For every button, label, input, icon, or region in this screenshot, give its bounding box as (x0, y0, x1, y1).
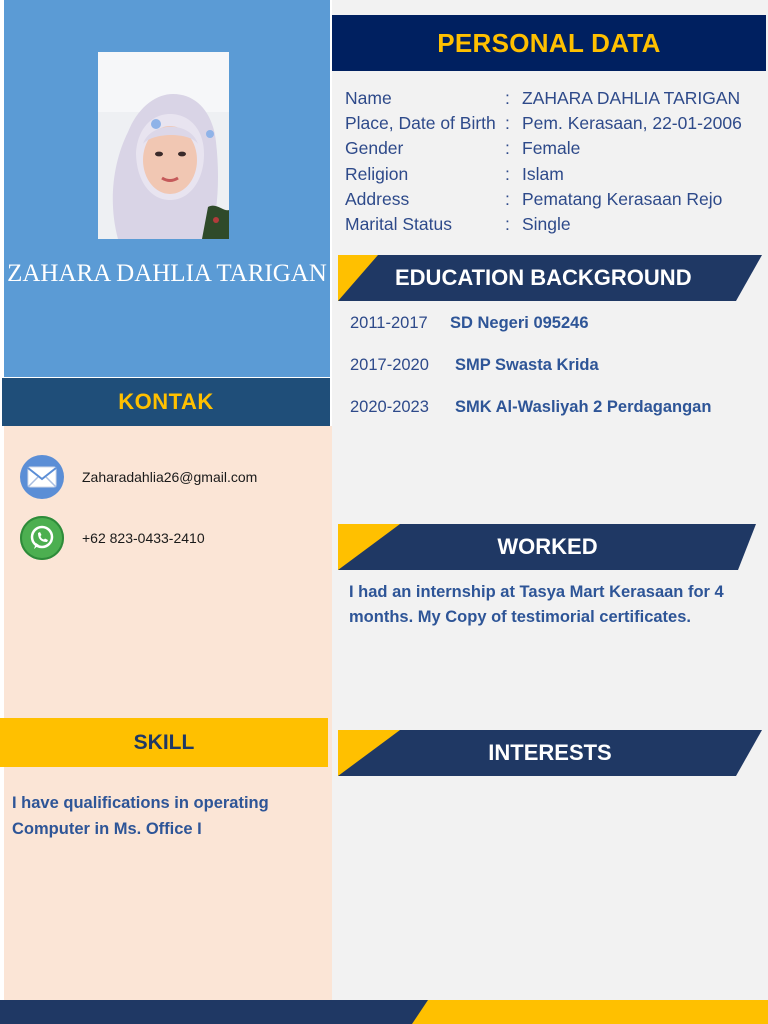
personal-label: Gender (345, 138, 404, 159)
education-header (338, 255, 762, 301)
personal-data-header (332, 15, 766, 71)
skill-header (0, 718, 328, 767)
personal-row-gender: Gender : Female (345, 136, 742, 161)
phone-row (20, 516, 205, 560)
full-name: ZAHARA DAHLIA TARIGAN (7, 260, 327, 287)
worked-title: WORKED (497, 534, 598, 559)
education-title: EDUCATION BACKGROUND (395, 265, 692, 290)
skill-description: I have qualifications in operating Computer in Ms. Office I (12, 794, 269, 838)
personal-label: Marital Status (345, 213, 452, 234)
personal-data-title: PERSONAL DATA (437, 27, 661, 58)
personal-row-religion: Religion : Islam (345, 162, 742, 187)
education-school: SD Negeri 095246 (450, 314, 589, 332)
personal-value: Pem. Kerasaan, 22-01-2006 (522, 113, 742, 134)
personal-value: Pematang Kerasaan Rejo (522, 188, 723, 209)
personal-value: Islam (522, 163, 564, 184)
education-years: 2017-2020 (350, 356, 429, 374)
email-row (20, 455, 257, 499)
skill-title: SKILL (133, 730, 195, 754)
contact-panel (4, 426, 332, 1000)
education-item (350, 314, 589, 333)
personal-row-address: Address : Pematang Kerasaan Rejo (345, 187, 742, 212)
worked-header (338, 524, 762, 570)
personal-label: Name (345, 88, 392, 108)
interests-header (338, 730, 762, 776)
profile-photo (98, 52, 229, 239)
personal-data-table (345, 86, 742, 237)
education-item (350, 398, 711, 417)
whatsapp-icon (20, 516, 64, 560)
contact-header (2, 378, 330, 426)
footer-stripe (0, 1000, 768, 1024)
interests-title: INTERESTS (488, 740, 612, 765)
personal-row-name: Name : ZAHARA DAHLIA TARIGAN (345, 86, 742, 111)
personal-label: Religion (345, 163, 409, 184)
email-address[interactable]: Zaharadahlia26@gmail.com (82, 469, 258, 485)
contact-title: KONTAK (118, 389, 214, 414)
education-school: SMP Swasta Krida (455, 356, 599, 374)
personal-value: ZAHARA DAHLIA TARIGAN (522, 88, 741, 108)
personal-row-marital: Marital Status : Single (345, 212, 742, 237)
worked-description: I had an internship at Tasya Mart Kerasaan for 4 months. My Copy of testimorial certificates. (349, 583, 724, 626)
personal-label: Address (345, 188, 410, 209)
personal-row-birth: Place, Date of Birth : Pem. Kerasaan, 22-01-2006 (345, 111, 742, 136)
envelope-icon (20, 455, 64, 499)
personal-value: Single (522, 213, 571, 234)
phone-number[interactable]: +62 823-0433-2410 (82, 530, 205, 546)
personal-label: Place, Date of Birth (345, 113, 496, 134)
education-years: 2011-2017 (350, 314, 428, 332)
education-years: 2020-2023 (350, 398, 429, 416)
education-school: SMK Al-Wasliyah 2 Perdagangan (455, 398, 712, 416)
education-item (350, 356, 599, 375)
personal-value: Female (522, 138, 581, 159)
